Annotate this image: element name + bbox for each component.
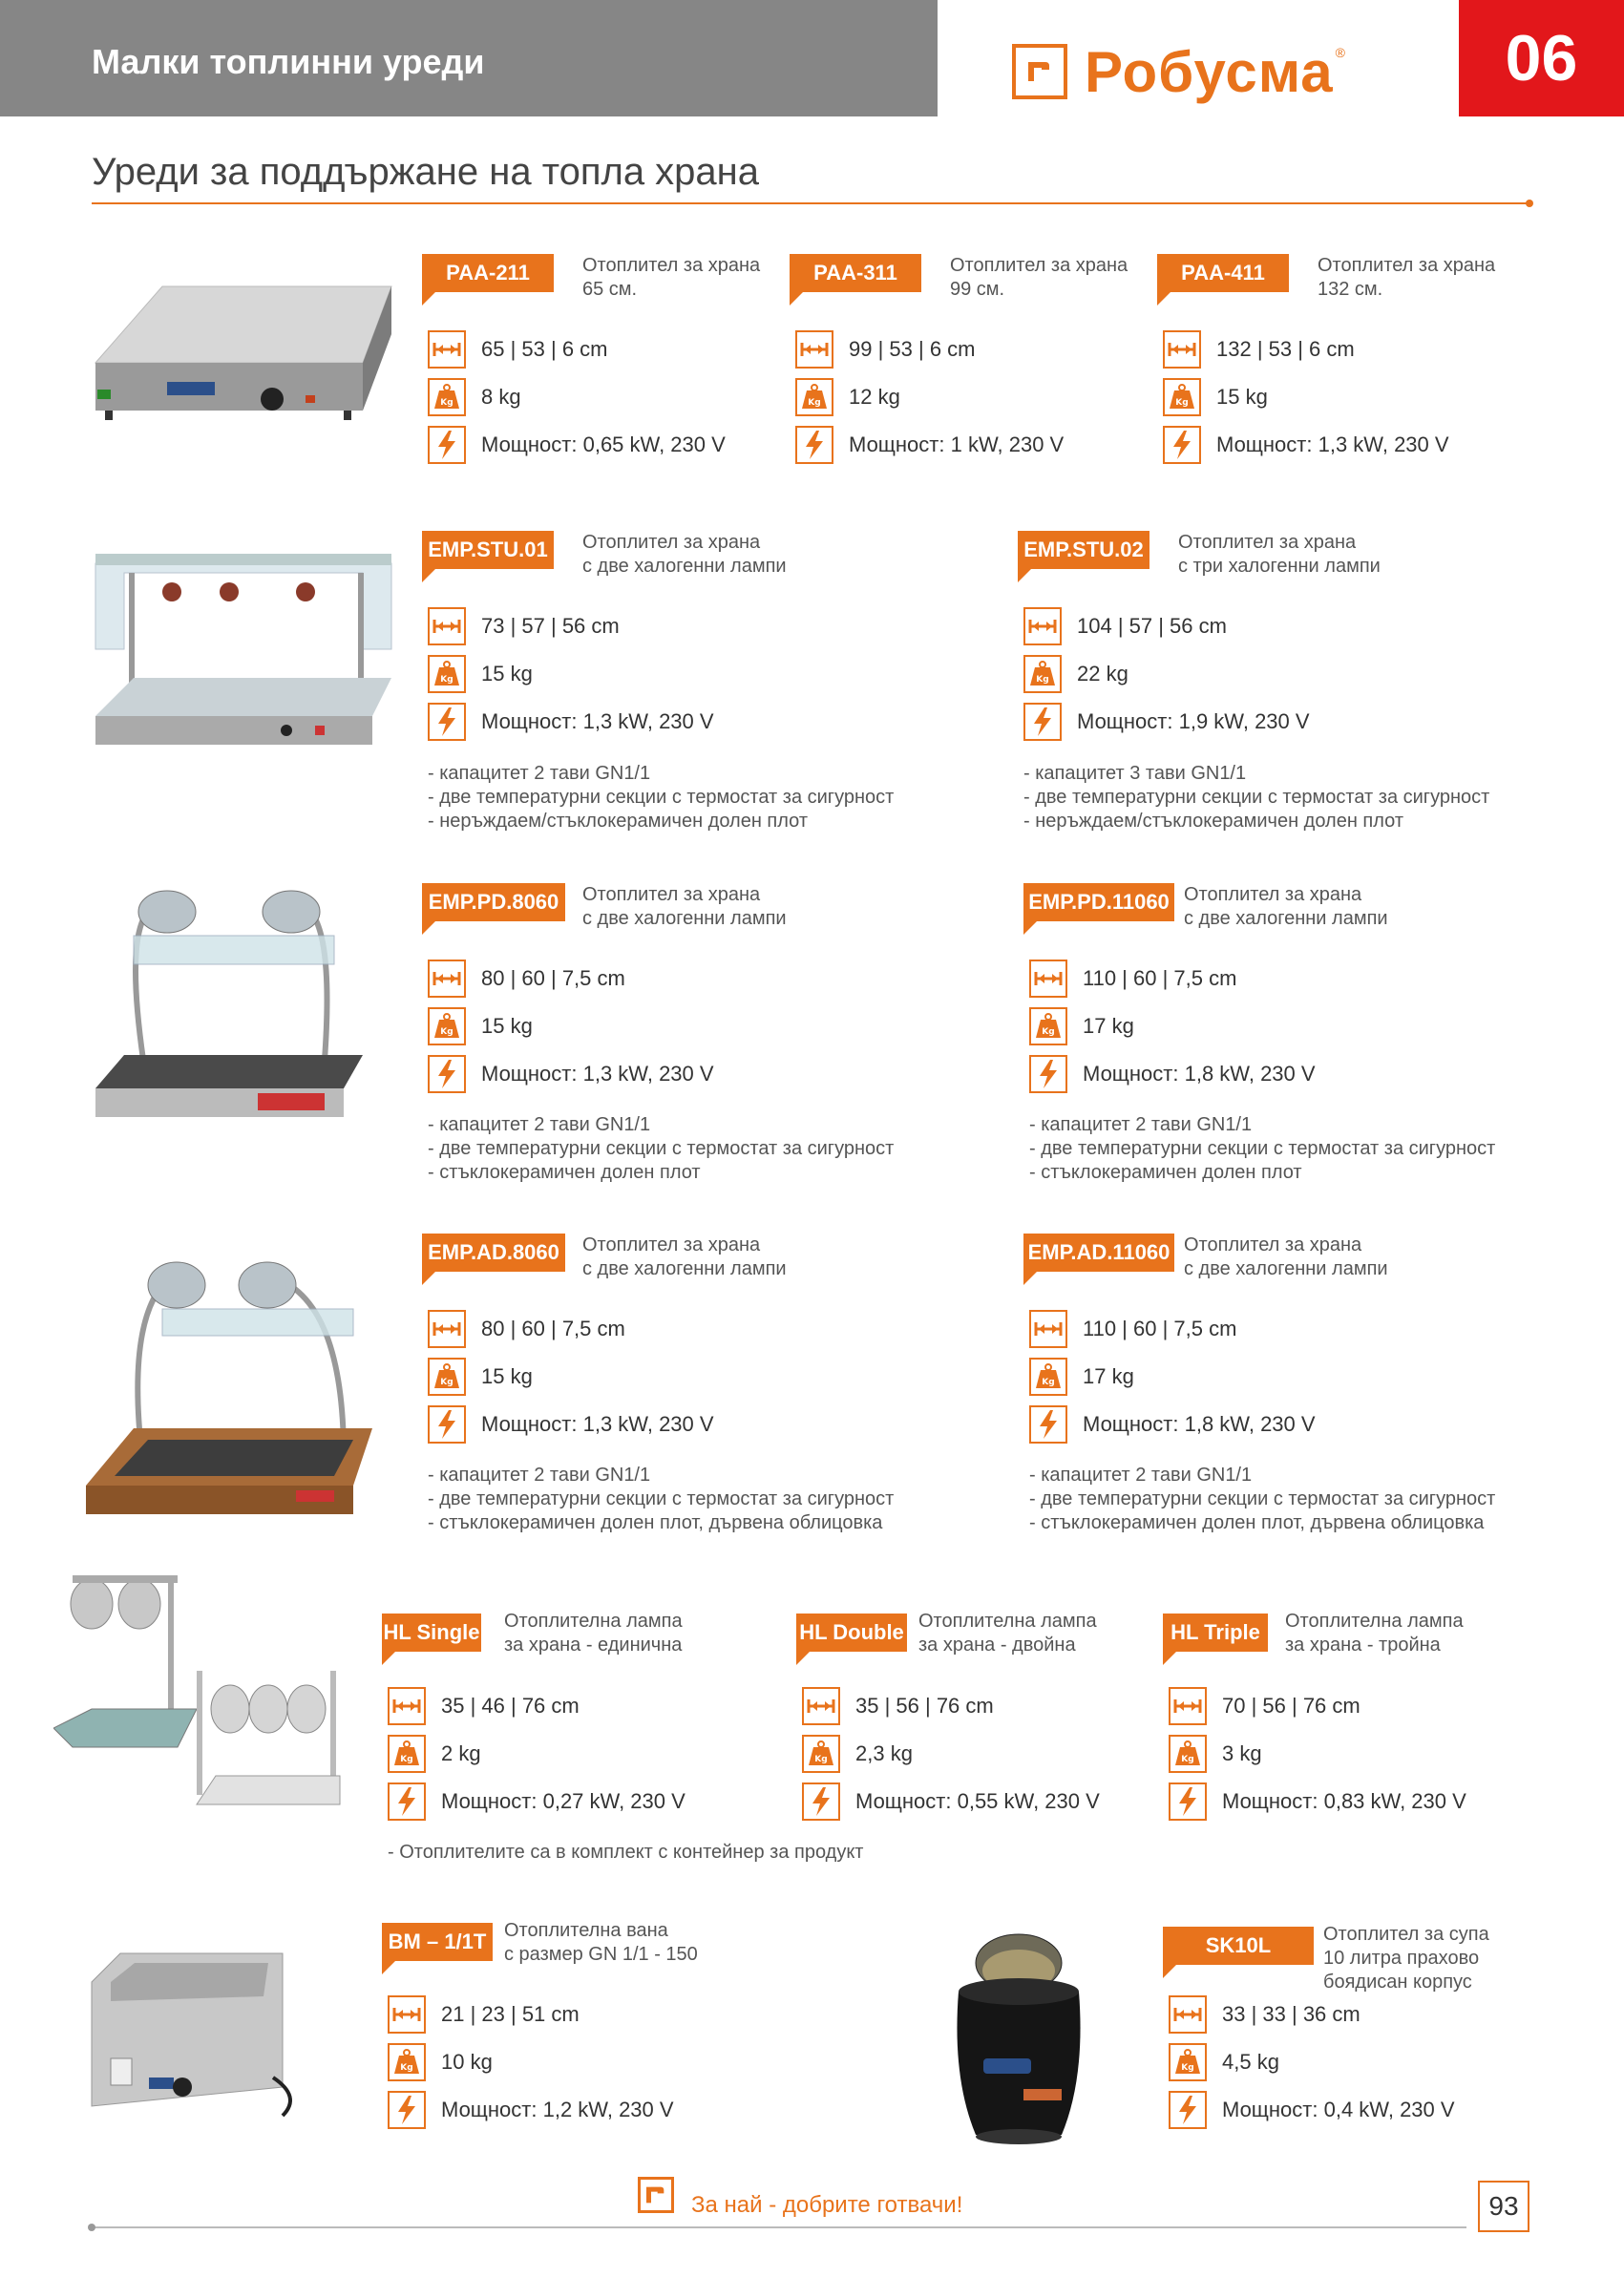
spec-weight [1163,377,1268,417]
product-desc: Отоплител за храна [582,255,761,276]
product-desc: Отоплител за храна [1178,532,1357,553]
weight-icon [1163,378,1201,416]
note-line: - стъклокерамичен долен плот, дървена облицовка [1029,1512,1485,1533]
page-title: Уреди за поддържане на топла храна [92,151,760,193]
spec-power [1169,2090,1455,2130]
dimensions-value: 35 | 46 | 76 cm [441,1694,580,1718]
product-desc: Отоплител за храна [582,884,761,905]
dimensions-icon [795,330,833,369]
product-notes [428,1113,894,1185]
product-code: PAA-311 [790,254,921,292]
spec-dimensions [1029,959,1236,999]
power-icon [428,1055,466,1093]
power-icon [1029,1405,1067,1444]
paa-warmer-image [76,277,401,439]
dimensions-icon [1029,960,1067,998]
power-value: Мощност: 1,8 kW, 230 V [1083,1062,1316,1086]
spec-dimensions [428,1309,625,1349]
footer-slogan: За най - добрите готвачи! [691,2192,963,2218]
power-icon [1023,703,1062,741]
footer-divider [92,2226,1466,2228]
product-desc: с две халогенни лампи [1184,1258,1388,1279]
spec-weight [1169,2042,1279,2082]
product-code: EMP.AD.8060 [422,1234,565,1272]
product-notes [1029,1113,1495,1185]
brand-name: Робусма [1085,39,1334,104]
dimensions-icon [388,1995,426,2034]
power-icon [1169,1782,1207,1821]
spec-dimensions [388,1686,580,1726]
product-desc: 99 см. [950,279,1005,300]
product-desc: с три халогенни лампи [1178,556,1381,577]
spec-dimensions [1023,606,1227,646]
dimensions-value: 35 | 56 | 76 cm [855,1694,994,1718]
product-desc: 10 литра прахово [1323,1948,1480,1969]
spec-power [428,1404,714,1445]
weight-value: 2,3 kg [855,1741,913,1765]
spec-power [388,2090,674,2130]
product-desc: Отоплител за храна [1184,884,1362,905]
bain-marie-image [82,1944,302,2125]
dimensions-value: 99 | 53 | 6 cm [849,337,976,361]
dimensions-value: 21 | 23 | 51 cm [441,2002,580,2026]
dimensions-icon [428,1310,466,1348]
product-desc: Отоплителна лампа [1285,1611,1464,1632]
product-desc: боядисан корпус [1323,1972,1472,1993]
footer-logo-icon [638,2177,674,2213]
product-desc: 65 см. [582,279,638,300]
weight-icon [1169,1735,1207,1773]
dimensions-icon [388,1687,426,1725]
power-icon [428,426,466,464]
pd-warmer-image [86,869,372,1136]
product-code: EMP.PD.11060 [1023,883,1174,921]
chapter-number: 06 [1459,0,1624,116]
weight-icon [1023,655,1062,693]
hl-lamp-image [53,1566,369,1852]
spec-dimensions [802,1686,994,1726]
spec-power [802,1782,1100,1822]
power-value: Мощност: 1,2 kW, 230 V [441,2098,674,2121]
product-notes [428,762,894,833]
product-desc: за храна - единична [504,1635,683,1656]
spec-dimensions [1029,1309,1236,1349]
spec-weight [428,1357,533,1397]
product-desc: Отоплител за храна [1184,1234,1362,1255]
spec-dimensions [428,959,625,999]
product-desc: 132 см. [1318,279,1383,300]
power-value: Мощност: 0,55 kW, 230 V [855,1789,1100,1813]
product-desc: Отоплител за храна [950,255,1128,276]
note-line: - капацитет 2 тави GN1/1 [428,1465,651,1486]
soup-kettle-image [947,1925,1090,2163]
spec-dimensions [1169,1994,1360,2035]
power-value: Мощност: 0,83 kW, 230 V [1222,1789,1466,1813]
product-code: HL Single [382,1614,481,1652]
note-line: - две температурни секции с термостат за сигурност [1023,787,1490,808]
note-line: - стъклокерамичен долен плот, дървена облицовка [428,1512,883,1533]
spec-weight [388,2042,493,2082]
power-value: Мощност: 0,27 kW, 230 V [441,1789,685,1813]
note-line: - две температурни секции с термостат за сигурност [428,787,895,808]
spec-weight [1029,1357,1134,1397]
section-name: Малки топлинни уреди [92,42,485,81]
power-value: Мощност: 0,4 kW, 230 V [1222,2098,1455,2121]
product-code: EMP.STU.02 [1018,531,1149,569]
note-line: - две температурни секции с термостат за сигурност [1029,1138,1496,1159]
spec-power [795,425,1064,465]
weight-value: 15 kg [481,1014,533,1038]
dimensions-icon [1029,1310,1067,1348]
note-line: - капацитет 2 тави GN1/1 [428,1114,651,1135]
spec-dimensions [1169,1686,1360,1726]
weight-value: 10 kg [441,2050,493,2074]
note-line: - две температурни секции с термостат за сигурност [1029,1488,1496,1509]
product-desc: за храна - тройна [1285,1635,1441,1656]
spec-dimensions [428,606,620,646]
weight-icon [1029,1358,1067,1396]
hl-note: - Отоплителите са в комплект с контейнер за продукт [388,1842,864,1863]
product-desc: с размер GN 1/1 - 150 [504,1944,698,1965]
dimensions-value: 132 | 53 | 6 cm [1216,337,1355,361]
dimensions-value: 80 | 60 | 7,5 cm [481,966,625,990]
dimensions-icon [1169,1995,1207,2034]
spec-weight [428,654,533,694]
brand-logo [1012,38,1345,105]
spec-weight [795,377,900,417]
weight-icon [428,378,466,416]
spec-dimensions [795,329,976,369]
dimensions-icon [1163,330,1201,369]
weight-icon [802,1735,840,1773]
power-value: Мощност: 1 kW, 230 V [849,432,1065,456]
dimensions-value: 110 | 60 | 7,5 cm [1083,966,1237,990]
product-desc: с две халогенни лампи [1184,908,1388,929]
weight-icon [1029,1007,1067,1045]
spec-weight [428,1006,533,1046]
spec-power [1169,1782,1466,1822]
product-code: EMP.PD.8060 [422,883,565,921]
weight-value: 12 kg [849,385,900,409]
power-value: Мощност: 1,3 kW, 230 V [481,1062,714,1086]
product-desc: Отоплител за супа [1323,1924,1489,1945]
stu-warmer-image [86,544,401,764]
weight-value: 15 kg [481,1364,533,1388]
weight-icon [388,1735,426,1773]
spec-power [388,1782,685,1822]
product-code: PAA-211 [422,254,554,292]
dimensions-value: 70 | 56 | 76 cm [1222,1694,1360,1718]
weight-value: 15 kg [1216,385,1268,409]
dimensions-value: 80 | 60 | 7,5 cm [481,1317,625,1340]
brand-mark-icon [1012,44,1067,99]
title-divider [92,202,1529,204]
dimensions-value: 110 | 60 | 7,5 cm [1083,1317,1237,1340]
spec-weight [388,1734,481,1774]
spec-power [1029,1404,1316,1445]
dimensions-icon [428,607,466,645]
power-value: Мощност: 1,3 kW, 230 V [481,709,714,733]
dimensions-value: 33 | 33 | 36 cm [1222,2002,1360,2026]
product-desc: Отоплителна лампа [918,1611,1097,1632]
dimensions-icon [428,330,466,369]
product-desc: с две халогенни лампи [582,556,787,577]
product-desc: с две халогенни лампи [582,1258,787,1279]
note-line: - капацитет 2 тави GN1/1 [428,763,651,784]
product-code: EMP.AD.11060 [1023,1234,1174,1272]
power-icon [428,1405,466,1444]
product-desc: Отоплителна лампа [504,1611,683,1632]
dimensions-icon [802,1687,840,1725]
spec-power [428,1054,714,1094]
weight-icon [428,1358,466,1396]
power-icon [802,1782,840,1821]
weight-value: 17 kg [1083,1014,1134,1038]
spec-power [1023,702,1310,742]
note-line: - капацитет 2 тави GN1/1 [1029,1114,1253,1135]
dimensions-icon [1023,607,1062,645]
spec-power [428,702,714,742]
product-code: HL Double [796,1614,907,1652]
product-notes [1029,1464,1495,1535]
dimensions-value: 73 | 57 | 56 cm [481,614,620,638]
brand-registered: ® [1335,45,1345,60]
product-notes [428,1464,894,1535]
power-value: Мощност: 1,3 kW, 230 V [1216,432,1449,456]
note-line: - две температурни секции с термостат за сигурност [428,1138,895,1159]
weight-value: 4,5 kg [1222,2050,1279,2074]
note-line: - стъклокерамичен долен плот [1029,1162,1302,1183]
page-number: 93 [1478,2181,1529,2232]
product-desc: за храна - двойна [918,1635,1076,1656]
power-icon [388,1782,426,1821]
spec-weight [1169,1734,1262,1774]
spec-dimensions [1163,329,1355,369]
spec-weight [428,377,521,417]
note-line: - неръждаем/стъклокерамичен долен плот [428,811,808,832]
weight-icon [428,655,466,693]
weight-icon [388,2043,426,2081]
product-code: EMP.STU.01 [422,531,554,569]
weight-icon [1169,2043,1207,2081]
weight-icon [795,378,833,416]
spec-dimensions [388,1994,580,2035]
product-desc: Отоплител за храна [1318,255,1496,276]
product-desc: Отоплител за храна [582,1234,761,1255]
power-icon [1169,2091,1207,2129]
product-desc: с две халогенни лампи [582,908,787,929]
dimensions-icon [428,960,466,998]
weight-value: 2 kg [441,1741,481,1765]
spec-dimensions [428,329,608,369]
weight-value: 17 kg [1083,1364,1134,1388]
dimensions-value: 104 | 57 | 56 cm [1077,614,1227,638]
weight-value: 3 kg [1222,1741,1262,1765]
spec-weight [1023,654,1128,694]
power-value: Мощност: 0,65 kW, 230 V [481,432,726,456]
ad-warmer-image [76,1237,382,1533]
product-notes [1023,762,1489,833]
power-icon [388,2091,426,2129]
spec-weight [1029,1006,1134,1046]
power-value: Мощност: 1,9 kW, 230 V [1077,709,1310,733]
power-value: Мощност: 1,3 kW, 230 V [481,1412,714,1436]
power-icon [1029,1055,1067,1093]
dimensions-icon [1169,1687,1207,1725]
product-code: SK10L [1163,1927,1314,1965]
note-line: - капацитет 2 тави GN1/1 [1029,1465,1253,1486]
header-band [0,0,938,116]
dimensions-value: 65 | 53 | 6 cm [481,337,608,361]
weight-value: 8 kg [481,385,521,409]
power-icon [795,426,833,464]
spec-weight [802,1734,913,1774]
note-line: - две температурни секции с термостат за сигурност [428,1488,895,1509]
power-icon [1163,426,1201,464]
power-icon [428,703,466,741]
product-code: HL Triple [1163,1614,1268,1652]
note-line: - стъклокерамичен долен плот [428,1162,701,1183]
power-value: Мощност: 1,8 kW, 230 V [1083,1412,1316,1436]
note-line: - капацитет 3 тави GN1/1 [1023,763,1247,784]
product-desc: Отоплител за храна [582,532,761,553]
spec-power [1163,425,1449,465]
spec-power [428,425,726,465]
note-line: - неръждаем/стъклокерамичен долен плот [1023,811,1403,832]
weight-value: 15 kg [481,662,533,686]
product-code: PAA-411 [1157,254,1289,292]
product-desc: Отоплителна вана [504,1920,668,1941]
spec-power [1029,1054,1316,1094]
product-code: BM – 1/1T [382,1923,493,1961]
weight-icon [428,1007,466,1045]
weight-value: 22 kg [1077,662,1128,686]
